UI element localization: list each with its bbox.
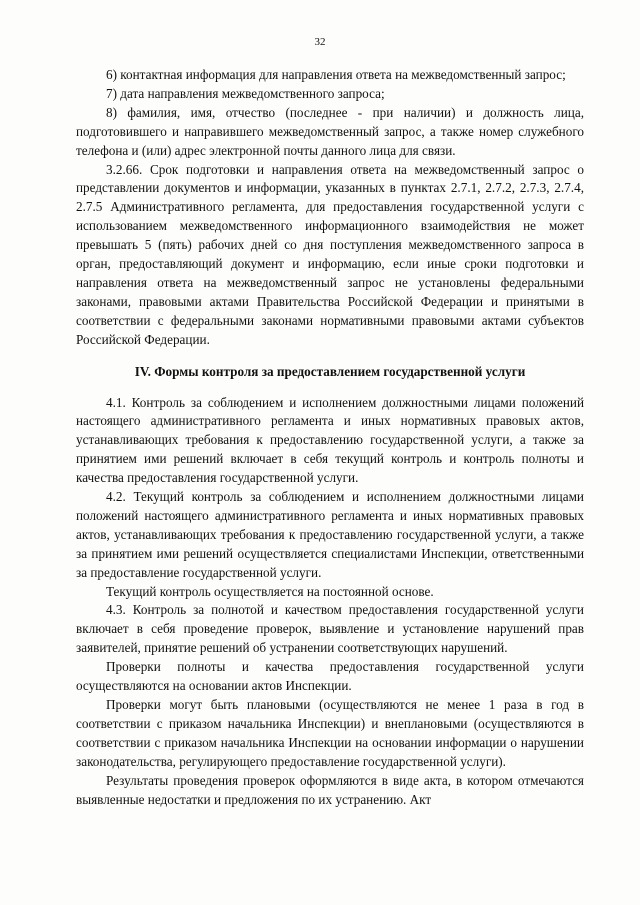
paragraph-item-6: 6) контактная информация для направления ответа на межведомственный запрос; [106,67,566,82]
section-heading: IV. Формы контроля за предоставлением государственной услуги [134,363,526,379]
page-number: 32 [314,36,326,48]
paragraph-item-8: 8) фамилия, имя, отчество (последнее - при наличии) и должность лица, подготовившего и направившего межведомственный запрос, а также номер служебного телефона и (или) адрес электронной почты данного лица для связи. [76,104,584,158]
paragraph-checks-basis: Проверки полноты и качества предоставления государственной услуги осуществляются на основании актов Инспекции. [76,659,584,694]
paragraph-checks-types: Проверки могут быть плановыми (осуществляются не менее 1 раза в год в соответствии с приказом начальника Инспекции) и внеплановыми (осуществляются в соответствии с приказом начальника Инспекции на основании информации о нарушении законодательства, регулирующего предоставление государственной услуги). [76,697,584,769]
paragraph-3-2-66: 3.2.66. Срок подготовки и направления ответа на межведомственный запрос о представлении документов и информации, указанных в пунктах 2.7.1, 2.7.2, 2.7.3, 2.7.4, 2.7.5 Административного регламента, для предоставления государственной услуги с использованием межведомственного информационного взаимодействия не может превышать 5 (пять) рабочих дней со дня поступления межведомственного запроса в орган, предоставляющий документ и информацию, если иные сроки подготовки и направления ответа на межведомственный запрос не установлены федеральными законами, правовыми актами Правительства Российской Федерации и принятыми в соответствии с федеральными законами нормативными правовыми актами субъектов Российской Федерации. [76,161,584,347]
paragraph-4-2: 4.2. Текущий контроль за соблюдением и исполнением должностными лицами положений настоящего административного регламента и иных нормативных правовых актов, устанавливающих требования к предоставлению государственной услуги, а также за принятием ими решений осуществляется специалистами Инспекции, ответственными за предоставление государственной услуги. [76,489,584,580]
paragraph-check-results: Результаты проведения проверок оформляются в виде акта, в котором отмечаются выявленные недостатки и предложения по их устранению. Акт [76,772,584,807]
paragraph-current-control: Текущий контроль осуществляется на постоянной основе. [106,583,434,599]
document-body [76,66,584,809]
paragraph-4-3: 4.3. Контроль за полнотой и качеством предоставления государственной услуги включает в себя проведение проверок, выявление и установление нарушений прав заявителей, принятие решений об устранении соответствующих нарушений. [76,602,584,656]
paragraph-4-1: 4.1. Контроль за соблюдением и исполнением должностными лицами положений настоящего административного регламента и иных нормативных правовых актов, устанавливающих требования к предоставлению государственной услуги, а также за принятием ими решений включает в себя текущий контроль и контроль полноты и качества предоставления государственной услуги. [76,394,584,486]
paragraph-item-7: 7) дата направления межведомственного запроса; [106,85,385,101]
